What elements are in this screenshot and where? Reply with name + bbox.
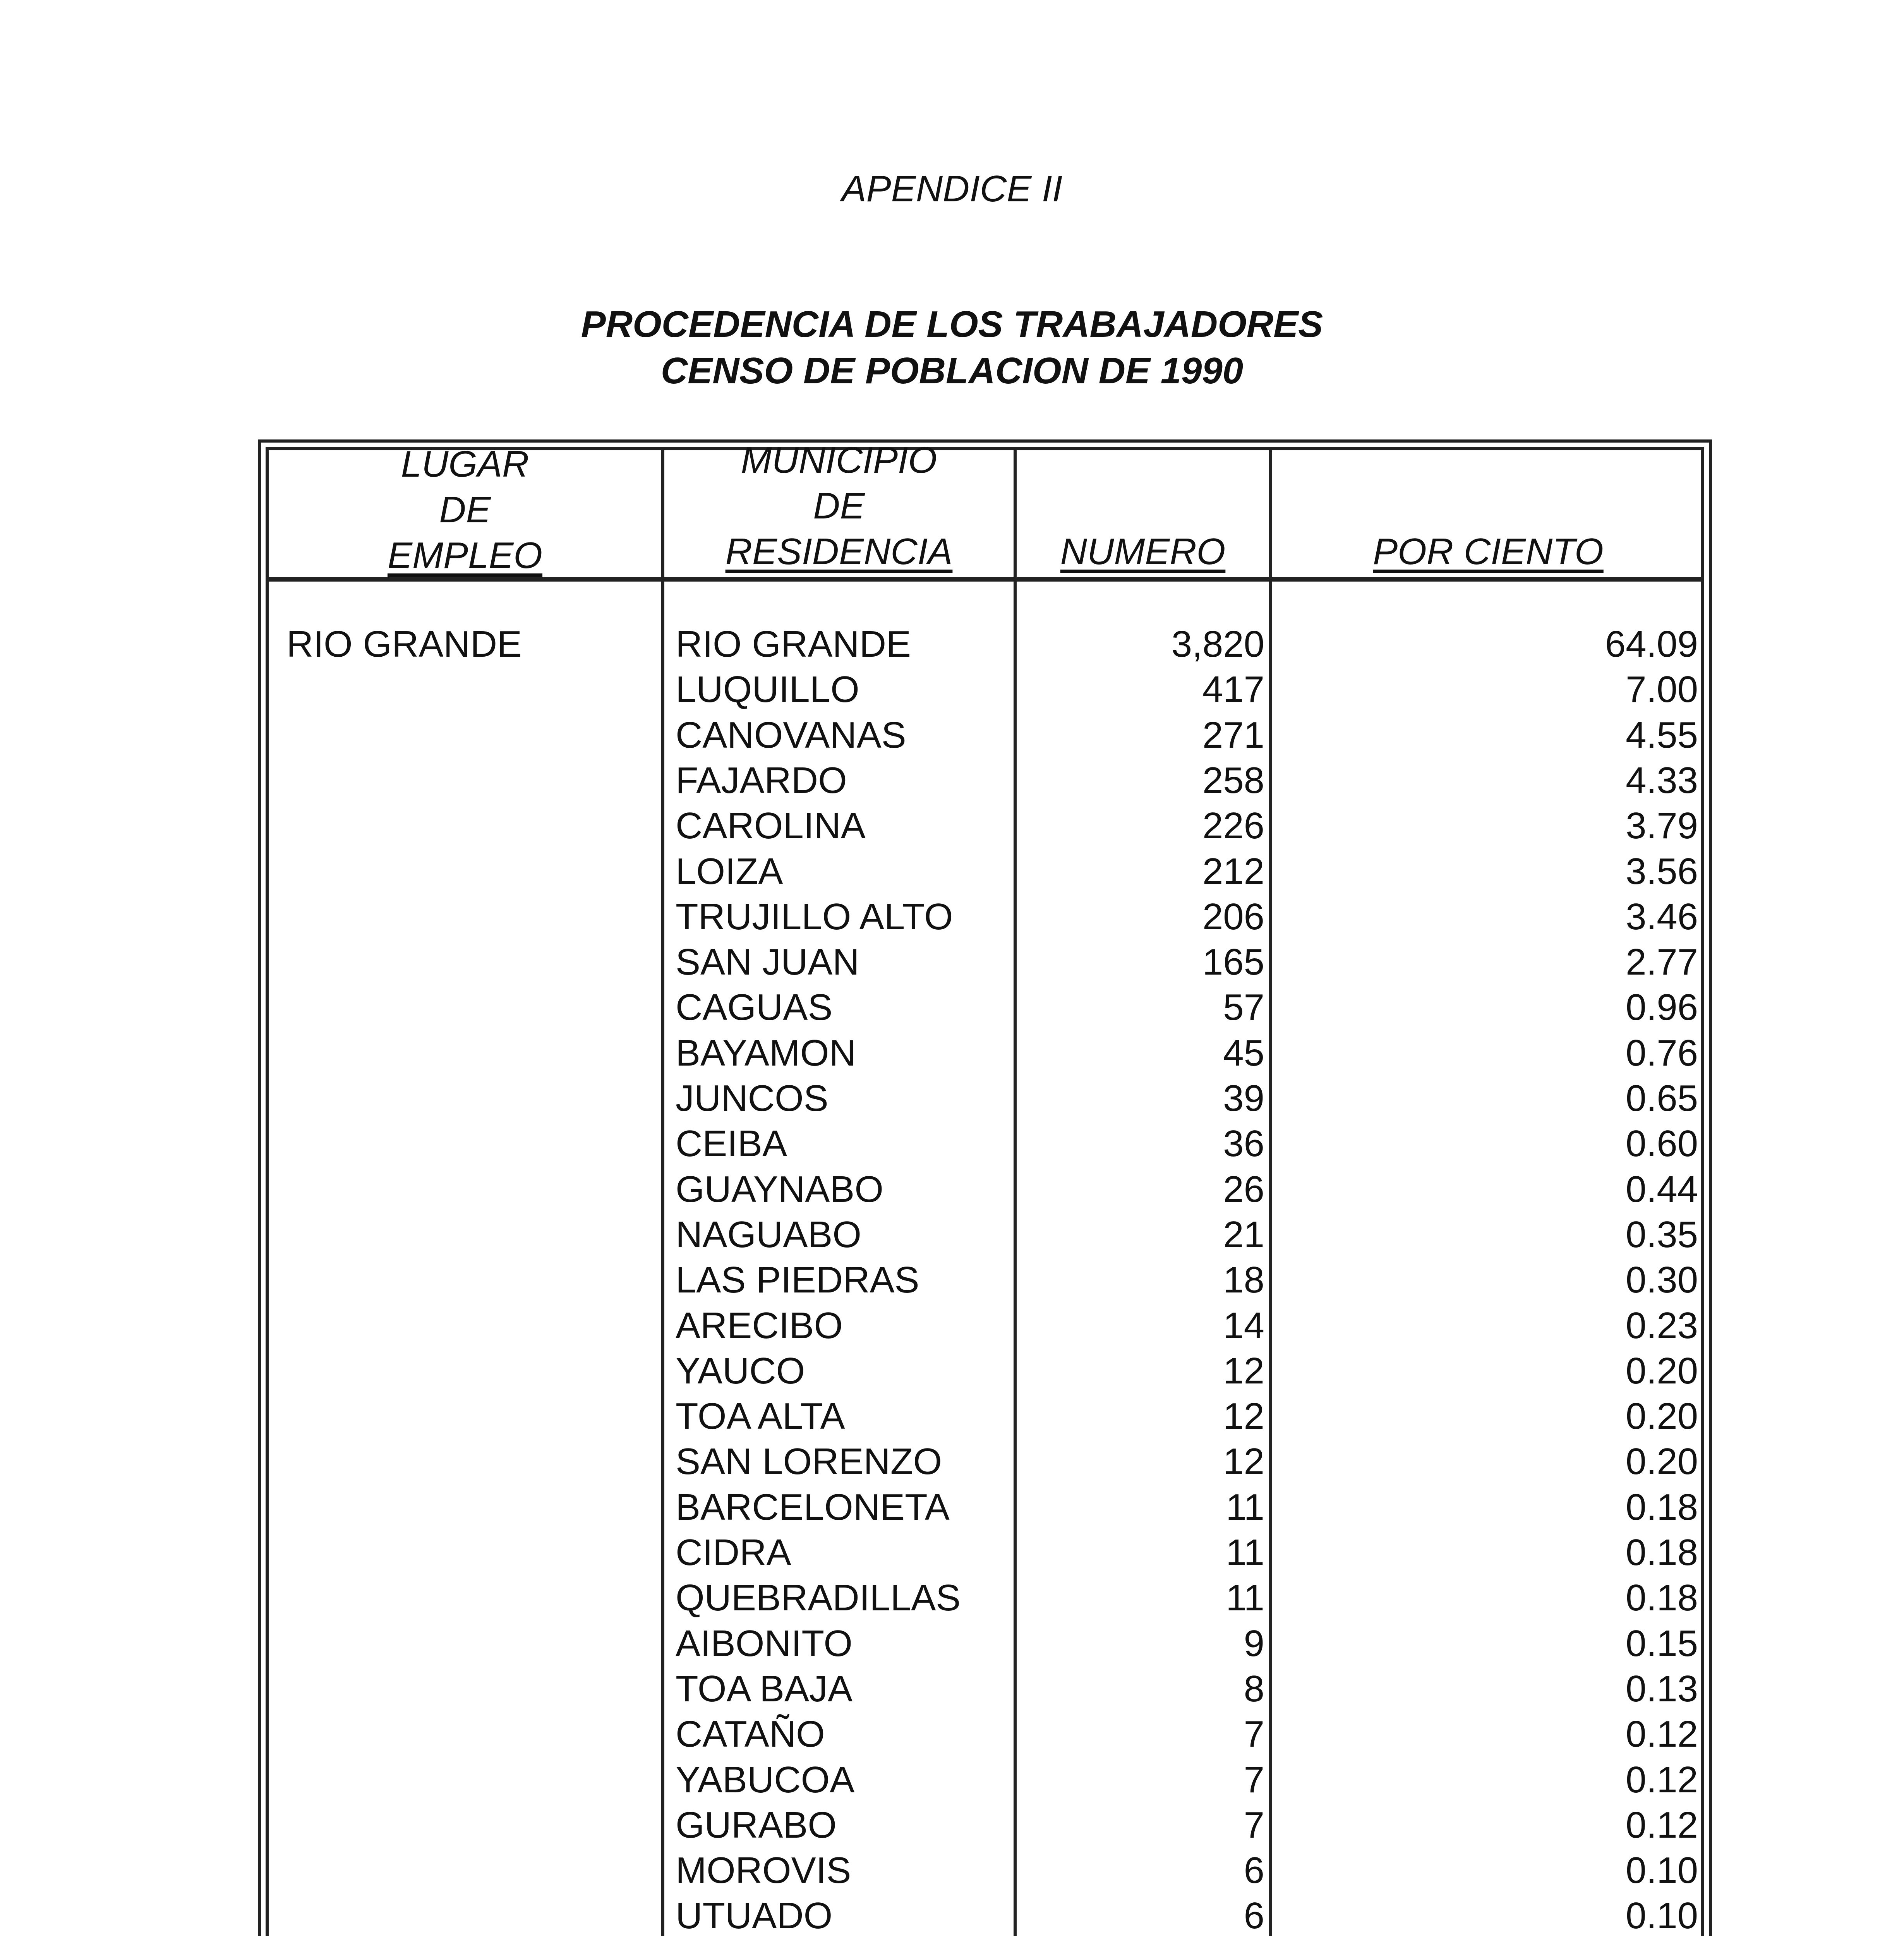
municipio-cell: LAS PIEDRAS [676, 1259, 919, 1301]
por-ciento-cell: 0.76 [1626, 1032, 1698, 1074]
numero-cell: 12 [1223, 1350, 1264, 1392]
municipio-cell: RIO GRANDE [676, 623, 911, 665]
por-ciento-cell: 2.77 [1626, 941, 1698, 983]
por-ciento-cell: 0.18 [1626, 1532, 1698, 1573]
numero-cell: 212 [1202, 850, 1264, 892]
por-ciento-cell: 4.33 [1626, 759, 1698, 801]
table-row [0, 1711, 1904, 1757]
table-row [0, 803, 1904, 849]
por-ciento-cell: 4.55 [1626, 714, 1698, 756]
header-municipio-line1: MUNICIPIO [741, 439, 937, 481]
numero-cell: 7 [1244, 1713, 1264, 1755]
municipio-cell: QUEBRADILLAS [676, 1577, 961, 1619]
numero-cell: 57 [1223, 987, 1264, 1028]
numero-cell: 11 [1226, 1577, 1264, 1619]
por-ciento-cell: 3.79 [1626, 805, 1698, 847]
municipio-cell: NAGUABO [676, 1213, 862, 1255]
numero-cell: 258 [1202, 759, 1264, 801]
municipio-cell: SAN JUAN [676, 941, 859, 983]
table-row [0, 985, 1904, 1030]
table-row [0, 894, 1904, 940]
municipio-cell: BARCELONETA [676, 1486, 950, 1528]
municipio-cell: FAJARDO [676, 759, 847, 801]
numero-cell: 271 [1202, 714, 1264, 756]
numero-cell: 7 [1244, 1759, 1264, 1800]
por-ciento-cell: 0.20 [1626, 1350, 1698, 1392]
header-numero [1017, 529, 1269, 575]
table-row [0, 1439, 1904, 1485]
header-municipio-line2: DE [813, 485, 865, 527]
header-municipio-de-residencia [664, 438, 1014, 575]
numero-cell: 9 [1244, 1622, 1264, 1664]
numero-cell: 12 [1223, 1441, 1264, 1483]
municipio-cell: YABUCOA [676, 1759, 855, 1800]
municipio-cell: LUQUILLO [676, 669, 859, 711]
numero-cell: 8 [1244, 1668, 1264, 1709]
table-row [0, 667, 1904, 712]
numero-cell: 14 [1223, 1304, 1264, 1346]
header-por-ciento-label: POR CIENTO [1373, 531, 1604, 572]
numero-cell: 11 [1226, 1532, 1264, 1573]
table-title: PROCEDENCIA DE LOS TRABAJADORES [581, 304, 1323, 345]
numero-cell: 21 [1223, 1213, 1264, 1255]
numero-cell: 11 [1226, 1486, 1264, 1528]
header-numero-label: NUMERO [1060, 531, 1226, 572]
table-row [0, 1485, 1904, 1530]
municipio-cell: BAYAMON [676, 1032, 856, 1074]
municipio-cell: CAROLINA [676, 805, 866, 847]
por-ciento-cell: 0.23 [1626, 1304, 1698, 1346]
municipio-cell: UTUADO [676, 1895, 833, 1936]
numero-cell: 6 [1244, 1850, 1264, 1891]
numero-cell: 3,820 [1171, 623, 1264, 665]
municipio-cell: GUAYNABO [676, 1168, 883, 1210]
municipio-cell: AIBONITO [676, 1622, 853, 1664]
numero-cell: 12 [1223, 1395, 1264, 1437]
numero-cell: 417 [1202, 669, 1264, 711]
municipio-cell: TOA ALTA [676, 1395, 845, 1437]
por-ciento-cell: 0.96 [1626, 987, 1698, 1028]
table-subtitle: CENSO DE POBLACION DE 1990 [660, 350, 1244, 391]
municipio-cell: ARECIBO [676, 1304, 843, 1346]
numero-cell: 6 [1244, 1895, 1264, 1936]
table-row [0, 712, 1904, 758]
municipio-cell: LOIZA [676, 850, 783, 892]
table-row [0, 1757, 1904, 1803]
table-row [0, 1575, 1904, 1621]
numero-cell: 165 [1202, 941, 1264, 983]
table-row [0, 1666, 1904, 1712]
table-row [0, 621, 1904, 667]
municipio-cell: MOROVIS [676, 1850, 851, 1891]
numero-cell: 7 [1244, 1804, 1264, 1846]
table-row [0, 849, 1904, 894]
table-row [0, 1893, 1904, 1936]
table-row [0, 1621, 1904, 1667]
numero-cell: 45 [1223, 1032, 1264, 1074]
municipio-cell: GURABO [676, 1804, 837, 1846]
municipio-cell: YAUCO [676, 1350, 805, 1392]
table-row [0, 1303, 1904, 1349]
por-ciento-cell: 0.12 [1626, 1759, 1698, 1800]
por-ciento-cell: 3.56 [1626, 850, 1698, 892]
por-ciento-cell: 0.18 [1626, 1486, 1698, 1528]
header-municipio-line3: RESIDENCIA [725, 531, 953, 572]
por-ciento-cell: 0.10 [1626, 1895, 1698, 1936]
header-por-ciento [1272, 529, 1704, 575]
municipio-cell: TOA BAJA [676, 1668, 853, 1709]
por-ciento-cell: 0.12 [1626, 1804, 1698, 1846]
lugar-de-empleo-value: RIO GRANDE [286, 623, 522, 665]
por-ciento-cell: 0.35 [1626, 1213, 1698, 1255]
table-row [0, 1076, 1904, 1121]
municipio-cell: CEIBA [676, 1123, 787, 1165]
municipio-cell: CIDRA [676, 1532, 791, 1573]
por-ciento-cell: 0.18 [1626, 1577, 1698, 1619]
table-row [0, 939, 1904, 985]
por-ciento-cell: 0.13 [1626, 1668, 1698, 1709]
por-ciento-cell: 0.12 [1626, 1713, 1698, 1755]
municipio-cell: CANOVANAS [676, 714, 906, 756]
header-lugar-line2: DE [439, 489, 491, 530]
appendix-label: APENDICE II [841, 168, 1063, 209]
table-row [0, 1030, 1904, 1076]
por-ciento-cell: 0.65 [1626, 1078, 1698, 1119]
numero-cell: 226 [1202, 805, 1264, 847]
table-row [0, 1257, 1904, 1303]
table-row [0, 1530, 1904, 1576]
por-ciento-cell: 3.46 [1626, 896, 1698, 937]
numero-cell: 39 [1223, 1078, 1264, 1119]
table-row [0, 1848, 1904, 1893]
municipio-cell: CATAÑO [676, 1713, 825, 1755]
header-lugar-de-empleo [269, 441, 661, 578]
table-row [0, 1394, 1904, 1439]
por-ciento-cell: 0.10 [1626, 1850, 1698, 1891]
numero-cell: 206 [1202, 896, 1264, 937]
table-row [0, 758, 1904, 803]
municipio-cell: SAN LORENZO [676, 1441, 942, 1483]
table-row [0, 1167, 1904, 1212]
municipio-cell: TRUJILLO ALTO [676, 896, 953, 937]
por-ciento-cell: 0.20 [1626, 1441, 1698, 1483]
table-row [0, 1802, 1904, 1848]
por-ciento-cell: 0.60 [1626, 1123, 1698, 1165]
table-row [0, 1348, 1904, 1394]
por-ciento-cell: 0.15 [1626, 1622, 1698, 1664]
por-ciento-cell: 0.44 [1626, 1168, 1698, 1210]
por-ciento-cell: 0.20 [1626, 1395, 1698, 1437]
numero-cell: 18 [1223, 1259, 1264, 1301]
table-row [0, 1121, 1904, 1167]
municipio-cell: JUNCOS [676, 1078, 828, 1119]
por-ciento-cell: 0.30 [1626, 1259, 1698, 1301]
municipio-cell: CAGUAS [676, 987, 833, 1028]
por-ciento-cell: 7.00 [1626, 669, 1698, 711]
numero-cell: 26 [1223, 1168, 1264, 1210]
header-lugar-line1: LUGAR [401, 443, 529, 485]
table-row [0, 1212, 1904, 1258]
numero-cell: 36 [1223, 1123, 1264, 1165]
header-lugar-line3: EMPLEO [387, 535, 543, 576]
por-ciento-cell: 64.09 [1605, 623, 1698, 665]
